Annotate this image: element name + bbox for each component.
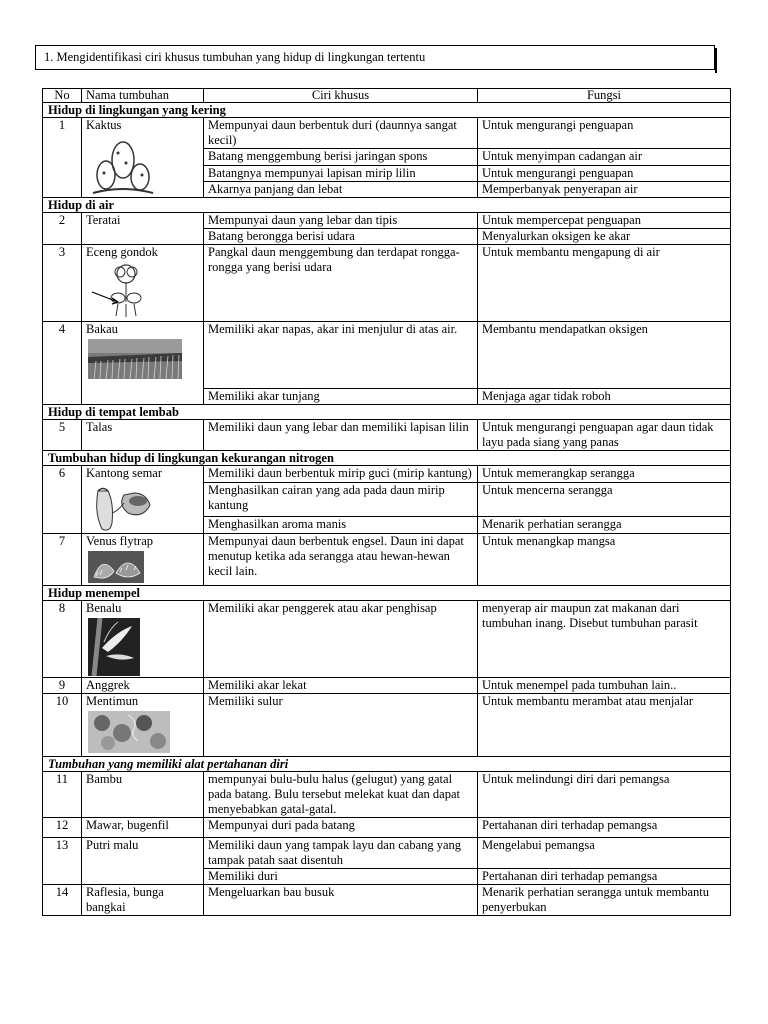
row-no: 13 (43, 838, 82, 885)
table-row (43, 213, 731, 229)
plant-name: Bakau (86, 322, 118, 336)
mistletoe-image (88, 618, 140, 676)
feature-cell: Pangkal daun menggembung dan terdapat rongga-rongga yang berisi udara (204, 245, 478, 322)
feature-cell: Memiliki daun yang tampak layu dan cabang yang tampak patah saat disentuh (204, 838, 478, 869)
row-no: 10 (43, 694, 82, 757)
feature-cell: Memiliki daun berbentuk mirip guci (mirip kantung) (204, 466, 478, 483)
table-row (43, 601, 731, 678)
plant-name: Anggrek (82, 678, 204, 694)
function-cell: Mengelabui pemangsa (478, 838, 731, 869)
row-no: 8 (43, 601, 82, 678)
function-cell: Untuk membantu merambat atau menjalar (478, 694, 731, 757)
feature-cell: Menghasilkan cairan yang ada pada daun mirip kantung (204, 483, 478, 516)
feature-cell: Batang berongga berisi udara (204, 229, 478, 245)
feature-cell: Mempunyai daun berbentuk engsel. Daun ini dapat menutup ketika ada serangga atau hewan-hewan kecil lain. (204, 534, 478, 586)
section-row (43, 586, 731, 601)
function-cell: Untuk melindungi diri dari pemangsa (478, 772, 731, 818)
plant-name-cell (82, 322, 204, 405)
cactus-image (88, 135, 158, 197)
table-row (43, 694, 731, 757)
row-no: 6 (43, 466, 82, 534)
function-cell: Untuk menangkap mangsa (478, 534, 731, 586)
plant-name: Bambu (82, 772, 204, 818)
feature-cell: Memiliki akar tunjang (204, 389, 478, 405)
row-no: 12 (43, 818, 82, 838)
feature-cell: Mengeluarkan bau busuk (204, 885, 478, 916)
function-cell: Menarik perhatian serangga (478, 516, 731, 533)
feature-cell: mempunyai bulu-bulu halus (gelugut) yang gatal pada batang. Bulu tersebut melekat kuat dan dapat menyebabkan gatal-gatal. (204, 772, 478, 818)
table-row (43, 885, 731, 916)
table-row (43, 772, 731, 818)
pitcher-plant-image (88, 483, 158, 533)
plant-name: Kaktus (86, 118, 122, 132)
water-hyacinth-image (88, 262, 154, 318)
function-cell: menyerap air maupun zat makanan dari tumbuhan inang. Disebut tumbuhan parasit (478, 601, 731, 678)
row-no: 9 (43, 678, 82, 694)
table-row (43, 838, 731, 869)
section-air: Hidup di air (43, 198, 731, 213)
header-feature: Ciri khusus (204, 89, 478, 103)
feature-cell: Mempunyai daun berbentuk duri (daunnya sangat kecil) (204, 118, 478, 149)
section-nitrogen: Tumbuhan hidup di lingkungan kekurangan nitrogen (43, 451, 731, 466)
function-cell: Untuk mempercepat penguapan (478, 213, 731, 229)
plant-name-cell (82, 694, 204, 757)
section-kering: Hidup di lingkungan yang kering (43, 103, 731, 118)
feature-cell: Mempunyai daun yang lebar dan tipis (204, 213, 478, 229)
function-cell: Untuk menempel pada tumbuhan lain.. (478, 678, 731, 694)
section-row (43, 451, 731, 466)
function-cell: Untuk mengurangi penguapan (478, 118, 731, 149)
section-menempel: Hidup menempel (43, 586, 731, 601)
feature-cell: Batang menggembung berisi jaringan spons (204, 149, 478, 165)
mangrove-image (88, 339, 182, 379)
feature-cell: Memiliki akar penggerek atau akar penghisap (204, 601, 478, 678)
feature-cell: Memiliki duri (204, 869, 478, 885)
plant-name-cell (82, 534, 204, 586)
plant-name-cell (82, 118, 204, 198)
feature-cell: Menghasilkan aroma manis (204, 516, 478, 533)
heading-box (35, 45, 715, 70)
row-no: 1 (43, 118, 82, 198)
function-cell: Menyalurkan oksigen ke akar (478, 229, 731, 245)
row-no: 5 (43, 420, 82, 451)
row-no: 2 (43, 213, 82, 245)
row-no: 14 (43, 885, 82, 916)
plant-name: Putri malu (82, 838, 204, 885)
heading: 1. Mengidentifikasi ciri khusus tumbuhan yang hidup di lingkungan tertentu (44, 50, 426, 64)
feature-cell: Akarnya panjang dan lebat (204, 181, 478, 197)
plant-name: Benalu (86, 601, 122, 615)
plant-name: Mentimun (86, 694, 139, 708)
function-cell: Menarik perhatian serangga untuk membantu penyerbukan (478, 885, 731, 916)
function-cell: Untuk memerangkap serangga (478, 466, 731, 483)
function-cell: Untuk mencerna serangga (478, 483, 731, 516)
function-cell: Untuk mengurangi penguapan agar daun tidak layu pada siang yang panas (478, 420, 731, 451)
plant-name: Mawar, bugenfil (82, 818, 204, 838)
table-row (43, 818, 731, 838)
header-no: No (43, 89, 82, 103)
header-name: Nama tumbuhan (82, 89, 204, 103)
plant-name-cell (82, 245, 204, 322)
plant-name-cell (82, 601, 204, 678)
section-row (43, 103, 731, 118)
table-row (43, 118, 731, 149)
row-no: 3 (43, 245, 82, 322)
header-function: Fungsi (478, 89, 731, 103)
function-cell: Untuk mengurangi penguapan (478, 165, 731, 181)
feature-cell: Memiliki daun yang lebar dan memiliki lapisan lilin (204, 420, 478, 451)
function-cell: Untuk membantu mengapung di air (478, 245, 731, 322)
feature-cell: Memiliki akar lekat (204, 678, 478, 694)
section-row (43, 198, 731, 213)
section-lembab: Hidup di tempat lembab (43, 405, 731, 420)
function-cell: Memperbanyak penyerapan air (478, 181, 731, 197)
section-row (43, 757, 731, 772)
table-row (43, 245, 731, 322)
header-row (43, 89, 731, 103)
row-no: 4 (43, 322, 82, 405)
table-row (43, 534, 731, 586)
section-pertahanan: Tumbuhan yang memiliki alat pertahanan diri (43, 757, 731, 772)
function-cell: Menjaga agar tidak roboh (478, 389, 731, 405)
plant-name: Eceng gondok (86, 245, 158, 259)
feature-cell: Batangnya mempunyai lapisan mirip lilin (204, 165, 478, 181)
row-no: 7 (43, 534, 82, 586)
plant-name: Raflesia, bunga bangkai (82, 885, 204, 916)
feature-cell: Memiliki akar napas, akar ini menjulur di atas air. (204, 322, 478, 389)
cucumber-image (88, 711, 170, 753)
table-row (43, 322, 731, 389)
plant-name: Talas (82, 420, 204, 451)
table-row (43, 678, 731, 694)
table-row (43, 466, 731, 483)
section-row (43, 405, 731, 420)
plant-name: Venus flytrap (86, 534, 153, 548)
feature-cell: Memiliki sulur (204, 694, 478, 757)
feature-cell: Mempunyai duri pada batang (204, 818, 478, 838)
function-cell: Untuk menyimpan cadangan air (478, 149, 731, 165)
function-cell: Membantu mendapatkan oksigen (478, 322, 731, 389)
row-no: 11 (43, 772, 82, 818)
venus-flytrap-image (88, 551, 144, 583)
plant-name: Kantong semar (86, 466, 163, 480)
function-cell: Pertahanan diri terhadap pemangsa (478, 869, 731, 885)
table-row (43, 420, 731, 451)
function-cell: Pertahanan diri terhadap pemangsa (478, 818, 731, 838)
plant-name: Teratai (82, 213, 204, 245)
plant-name-cell (82, 466, 204, 534)
plant-table (42, 88, 731, 916)
